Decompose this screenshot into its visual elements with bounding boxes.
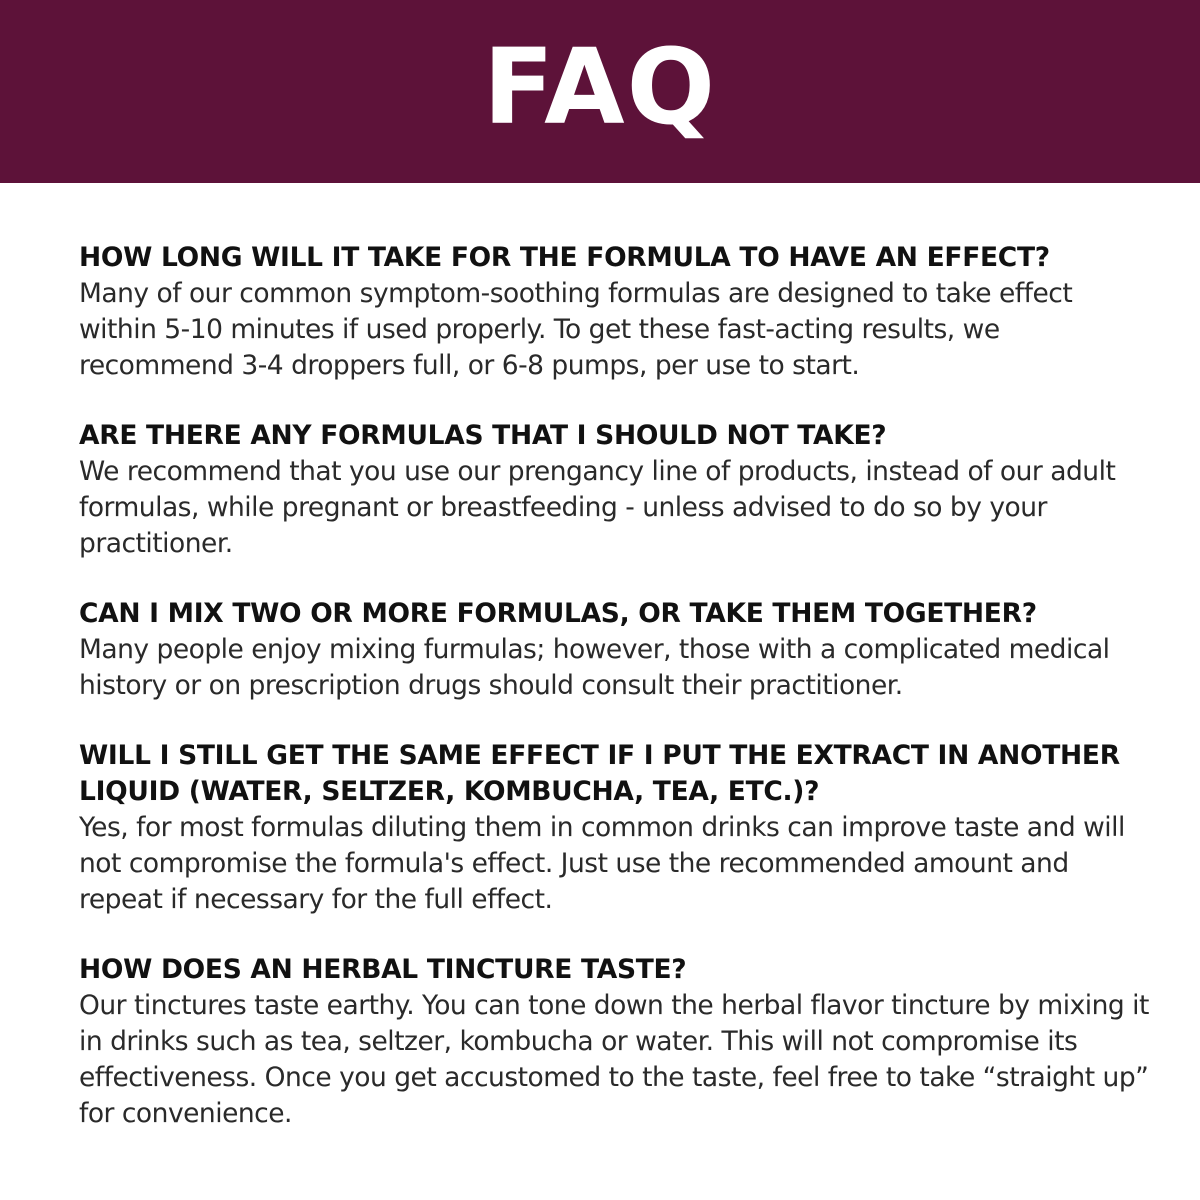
faq-item — [79, 596, 1149, 704]
faq-answer: Our tinctures taste earthy. You can tone down the herbal flavor tincture by mixing it in drinks such as tea, seltzer, kombucha or water. This will not compromise its effectiveness. Once you get accustomed to the taste, feel free to take “straight up” for convenience. — [79, 990, 1149, 1129]
faq-list — [79, 240, 1149, 1132]
faq-header-banner — [0, 0, 1200, 183]
faq-question: HOW LONG WILL IT TAKE FOR THE FORMULA TO HAVE AN EFFECT? — [79, 242, 1050, 273]
faq-item — [79, 240, 1149, 384]
faq-question: ARE THERE ANY FORMULAS THAT I SHOULD NOT TAKE? — [79, 420, 887, 451]
faq-item — [79, 952, 1149, 1132]
faq-answer: We recommend that you use our prengancy line of products, instead of our adult formulas, while pregnant or breastfeeding - unless advised to do so by your practitioner. — [79, 456, 1116, 559]
page-title: FAQ — [482, 25, 717, 148]
faq-question: WILL I STILL GET THE SAME EFFECT IF I PUT THE EXTRACT IN ANOTHER LIQUID (WATER, SELTZER, KOMBUCHA, TEA, ETC.)? — [79, 740, 1120, 807]
faq-question: CAN I MIX TWO OR MORE FORMULAS, OR TAKE THEM TOGETHER? — [79, 598, 1037, 629]
faq-answer: Yes, for most formulas diluting them in common drinks can improve taste and will not compromise the formula's effect. Just use the recommended amount and repeat if necessary for the full effect. — [79, 812, 1125, 915]
faq-item — [79, 418, 1149, 562]
faq-item — [79, 738, 1149, 918]
faq-question: HOW DOES AN HERBAL TINCTURE TASTE? — [79, 954, 687, 985]
faq-answer: Many of our common symptom-soothing formulas are designed to take effect within 5-10 minutes if used properly. To get these fast-acting results, we recommend 3-4 droppers full, or 6-8 pumps, per use to start. — [79, 278, 1073, 381]
faq-answer: Many people enjoy mixing furmulas; however, those with a complicated medical history or on prescription drugs should consult their practitioner. — [79, 634, 1110, 701]
